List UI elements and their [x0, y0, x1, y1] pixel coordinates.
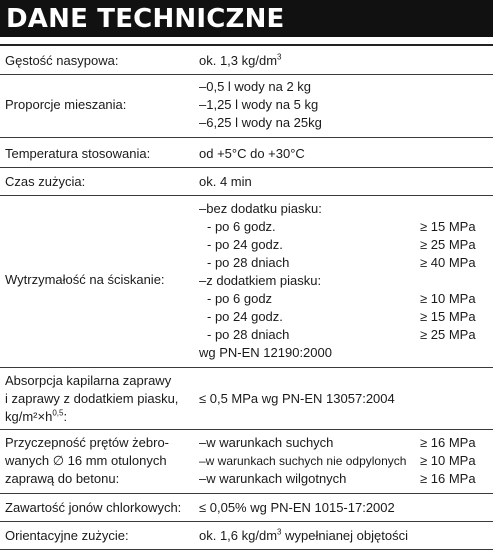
divider — [0, 167, 493, 168]
adhesion-item: –w warunkach wilgotnych — [199, 471, 347, 486]
adhesion-mpa: ≥ 10 MPa — [420, 453, 476, 468]
mixing-ratio-line: –0,5 l wody na 2 kg — [199, 79, 312, 94]
strength-item: - po 6 godz — [207, 291, 273, 306]
adhesion-mpa: ≥ 16 MPa — [420, 435, 476, 450]
absorption-label-line: Absorpcja kapilarna zaprawy — [5, 373, 172, 388]
strength-mpa: ≥ 40 MPa — [420, 255, 476, 270]
strength-item: - po 6 godz. — [207, 219, 276, 234]
divider — [0, 74, 493, 75]
absorption-value: ≤ 0,5 MPa wg PN-EN 13057:2004 — [199, 391, 395, 406]
pot-life-value: ok. 4 min — [199, 174, 252, 189]
temperature-label: Temperatura stosowania: — [5, 146, 151, 161]
mixing-ratio-line: –6,25 l wody na 25kg — [199, 115, 322, 130]
consumption-value: ok. 1,6 $kg/dm^3$ wypełnianej objętości — [199, 527, 408, 543]
strength-item: - po 24 godz. — [207, 237, 283, 252]
adhesion-label-line: wanych ∅ 16 mm otulonych — [5, 453, 167, 468]
divider — [0, 493, 493, 494]
norm-reference: wg PN-EN 12190:2000 — [199, 345, 332, 360]
strength-mpa: ≥ 15 MPa — [420, 219, 476, 234]
strength-mpa: ≥ 15 MPa — [420, 309, 476, 324]
divider — [0, 521, 493, 522]
density-label: Gęstość nasypowa: — [5, 53, 119, 68]
pot-life-label: Czas zużycia: — [5, 174, 86, 189]
strength-mpa: ≥ 25 MPa — [420, 327, 476, 342]
adhesion-mpa: ≥ 16 MPa — [420, 471, 476, 486]
divider — [0, 549, 493, 550]
adhesion-item: –w warunkach suchych — [199, 435, 334, 450]
divider — [0, 44, 493, 46]
divider — [0, 367, 493, 368]
density-value: ok. 1,3 $kg/dm^3$ — [199, 52, 282, 68]
group-heading: –z dodatkiem piasku: — [199, 273, 322, 288]
strength-item: - po 24 godz. — [207, 309, 283, 324]
strength-item: - po 28 dniach — [207, 327, 290, 342]
absorption-label-line: i zaprawy z dodatkiem piasku, — [5, 391, 179, 406]
section-header — [0, 0, 493, 37]
strength-item: - po 28 dniach — [207, 255, 290, 270]
absorption-label-unit: $kg/m^2\times h^{0,5}$: — [5, 408, 68, 424]
divider — [0, 429, 493, 430]
adhesion-item: –w warunkach suchych nie odpylonych — [199, 454, 407, 468]
adhesion-label-line: zaprawą do betonu: — [5, 471, 120, 486]
divider — [0, 195, 493, 196]
consumption-label: Orientacyjne zużycie: — [5, 528, 129, 543]
mixing-ratio-line: –1,25 l wody na 5 kg — [199, 97, 319, 112]
strength-mpa: ≥ 10 MPa — [420, 291, 476, 306]
strength-mpa: ≥ 25 MPa — [420, 237, 476, 252]
chloride-value: ≤ 0,05% wg PN-EN 1015-17:2002 — [199, 500, 395, 515]
divider — [0, 137, 493, 138]
compressive-strength-label: Wytrzymałość na ściskanie: — [5, 272, 165, 287]
mixing-ratio-label: Proporcje mieszania: — [5, 97, 127, 112]
group-heading: –bez dodatku piasku: — [199, 201, 322, 216]
section-title: DANE TECHNICZNE — [6, 4, 285, 34]
temperature-value: od +5°C do +30°C — [199, 146, 305, 161]
chloride-label: Zawartość jonów chlorkowych: — [5, 500, 182, 515]
adhesion-label-line: Przyczepność prętów żebro- — [5, 435, 170, 450]
